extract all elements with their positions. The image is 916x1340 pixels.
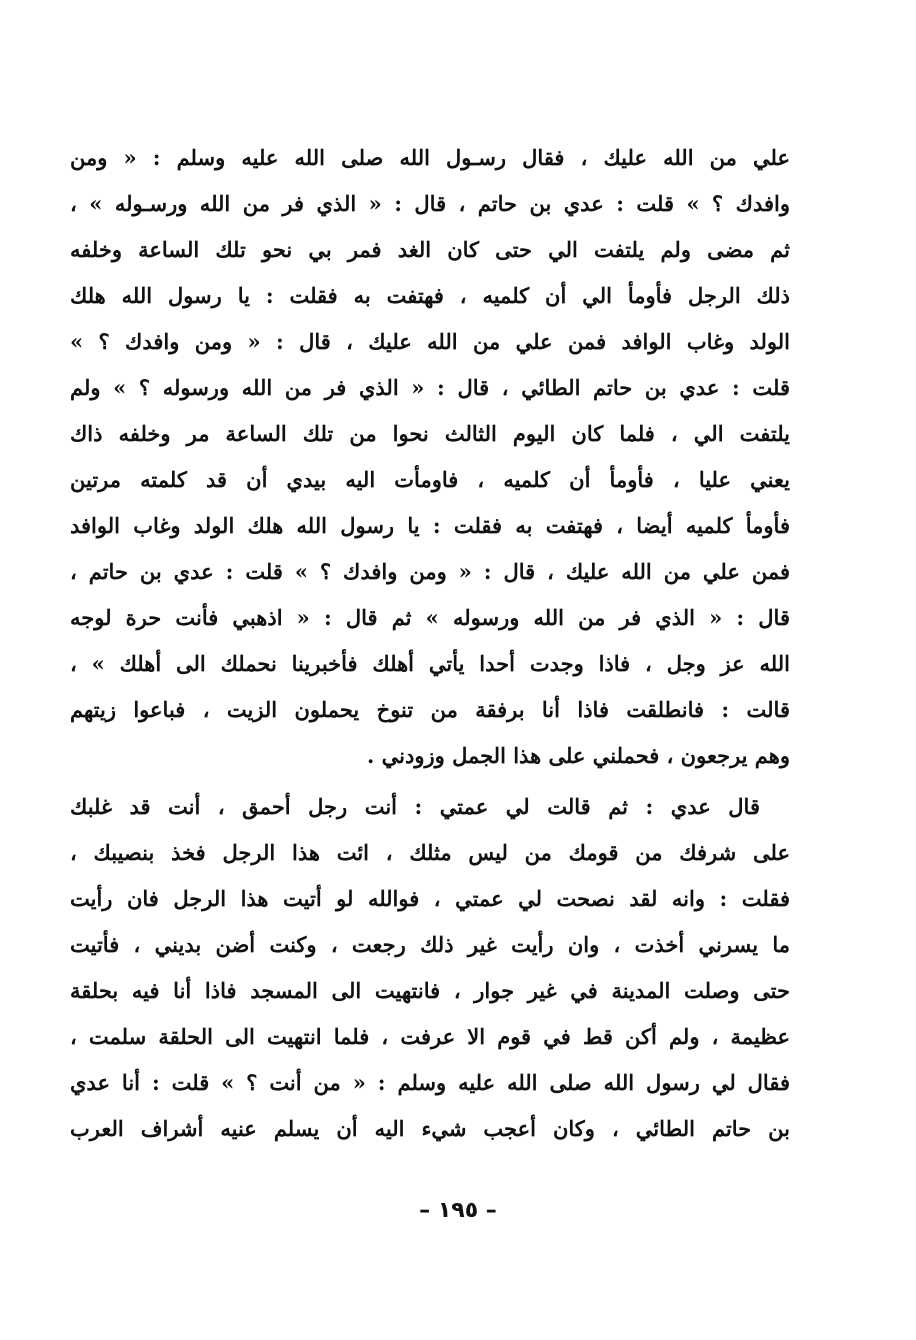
text-line: وهم يرجعون ، فحملني على هذا الجمل وزودني .	[367, 743, 790, 768]
paragraph-2	[70, 784, 790, 1152]
text-line: فأومأ كلميه أيضا ، فهتفت به فقلت : يا رسول الله هلك الولد وغاب الوافد	[70, 513, 790, 538]
text-line: قالت : فانطلقت فاذا أنا برفقة من تنوخ يحملون الزيت ، فباعوا زيتهم	[70, 697, 790, 722]
text-line: ثم مضى ولم يلتفت الي حتى كان الغد فمر بي نحو تلك الساعة وخلفه	[70, 237, 790, 262]
text-line: عظيمة ، ولم أكن قط في قوم الا عرفت ، فلما انتهيت الى الحلقة سلمت ،	[70, 1024, 790, 1049]
text-line: وافدك ؟ » قلت : عدي بن حاتم ، قال : « الذي فر من الله ورسـوله » ،	[70, 191, 790, 216]
text-line: يعني عليا ، فأومأ أن كلميه ، فاومأت اليه بيدي أن قد كلمته مرتين	[70, 467, 790, 492]
paragraph-1	[70, 135, 790, 779]
text-line: فقال لي رسول الله صلى الله عليه وسلم : « من أنت ؟ » قلت : أنا عدي	[70, 1070, 790, 1095]
text-line: الله عز وجل ، فاذا وجدت أحدا يأتي أهلك فأخبرينا نحملك الى أهلك » ،	[70, 651, 790, 676]
text-line: ما يسرني أخذت ، وان رأيت غير ذلك رجعت ، وكنت أضن بديني ، فأتيت	[70, 932, 790, 957]
text-line: قال : « الذي فر من الله ورسوله » ثم قال : « اذهبي فأنت حرة لوجه	[70, 605, 790, 630]
page-number: – ١٩٥ –	[419, 1198, 497, 1223]
text-line: ذلك الرجل فأومأ الي أن كلميه ، فهتفت به فقلت : يا رسول الله هلك	[70, 283, 790, 308]
text-line: حتى وصلت المدينة في غير جوار ، فانتهيت الى المسجد فاذا أنا فيه بحلقة	[70, 978, 790, 1003]
text-line: فقلت : وانه لقد نصحت لي عمتي ، فوالله لو أتيت هذا الرجل فان رأيت	[70, 886, 790, 911]
text-line: فمن علي من الله عليك ، قال : « ومن وافدك ؟ » قلت : عدي بن حاتم ،	[70, 559, 790, 584]
text-line: على شرفك من قومك من ليس مثلك ، ائت هذا الرجل فخذ بنصيبك ،	[70, 840, 790, 865]
text-line: قلت : عدي بن حاتم الطائي ، قال : « الذي فر من الله ورسوله ؟ » ولم	[70, 375, 790, 400]
text-line: الولد وغاب الوافد فمن علي من الله عليك ، قال : « ومن وافدك ؟ »	[70, 329, 790, 354]
text-line: علي من الله عليك ، فقال رسـول الله صلى الله عليه وسلم : « ومن	[70, 145, 790, 170]
text-line: قال عدي : ثم قالت لي عمتي : أنت رجل أحمق ، أنت قد غلبك	[70, 794, 760, 819]
text-line: بن حاتم الطائي ، وكان أعجب شيء اليه أن يسلم عنيه أشراف العرب	[70, 1116, 790, 1141]
text-line: يلتفت الي ، فلما كان اليوم الثالث نحوا من تلك الساعة مر وخلفه ذاك	[70, 421, 790, 446]
